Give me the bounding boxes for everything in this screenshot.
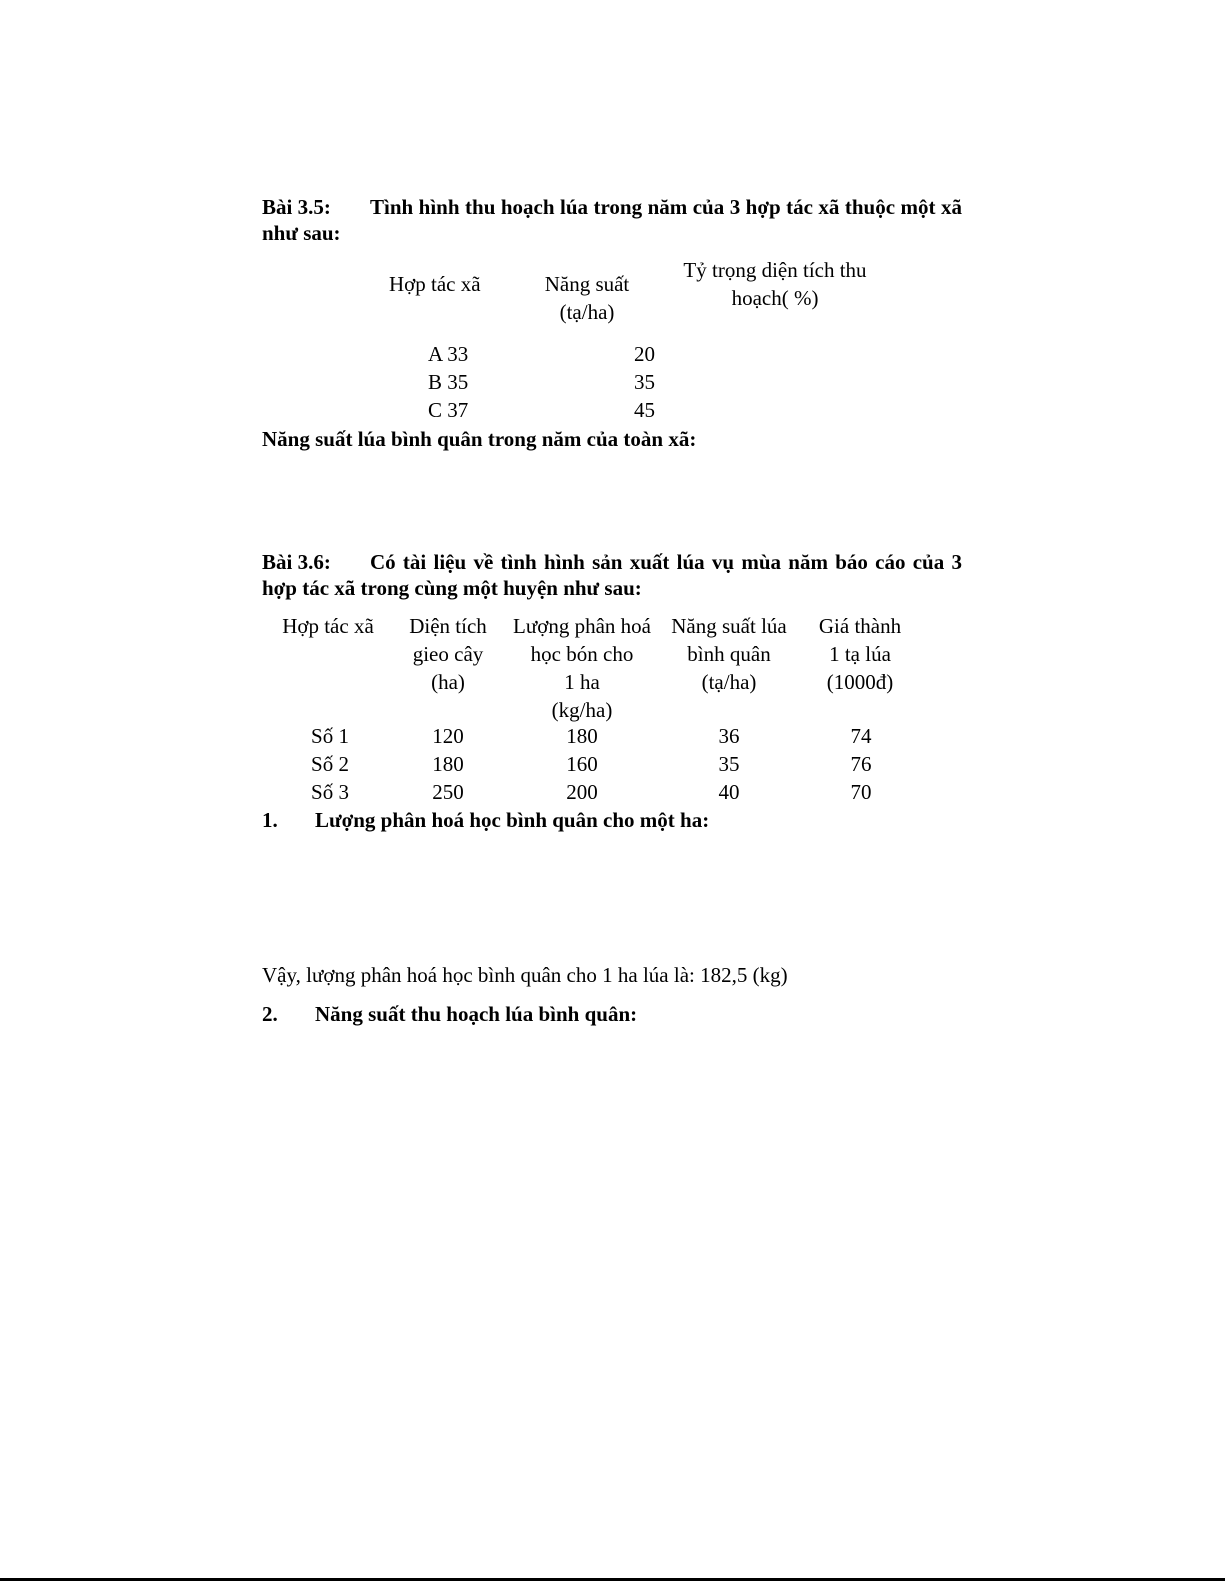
b36-row3-c5: 70 xyxy=(850,780,872,804)
b36-row3-c4: 40 xyxy=(718,780,740,804)
b35-question: Năng suất lúa bình quân trong năm của toàn xã: xyxy=(262,427,697,451)
b36-header-c4-line3: (tạ/ha) xyxy=(701,670,757,694)
b35-row3-name: C 37 xyxy=(428,398,469,422)
b36-q2-text: Năng suất thu hoạch lúa bình quân: xyxy=(315,1002,638,1026)
b36-row2-c5: 76 xyxy=(850,752,872,776)
b36-header-c5-line2: 1 tạ lúa xyxy=(829,642,891,666)
b35-row3-value: 45 xyxy=(634,398,655,422)
b36-row2-c4: 35 xyxy=(718,752,740,776)
page-bottom-border xyxy=(0,1578,1225,1581)
b36-header-c4-line2: bình quân xyxy=(687,642,771,666)
b36-row3-c2: 250 xyxy=(432,780,464,804)
b35-title-line2: như sau: xyxy=(262,221,341,245)
b36-row3-c3: 200 xyxy=(566,780,598,804)
b36-q2-number: 2. xyxy=(262,1002,278,1026)
b35-header-col2-line1: Năng suất xyxy=(544,272,630,296)
b36-header-c2-line2: gieo cây xyxy=(412,642,484,666)
b36-header-c3-line3: 1 ha xyxy=(564,670,600,694)
b35-header-col1: Hợp tác xã xyxy=(389,272,481,296)
b35-row2-name: B 35 xyxy=(428,370,469,394)
b36-row1-c2: 120 xyxy=(432,724,464,748)
b36-header-c5-line3: (1000đ) xyxy=(826,670,894,694)
b36-q1-number: 1. xyxy=(262,808,278,832)
b36-header-c5-line1: Giá thành xyxy=(818,614,902,638)
b36-label: Bài 3.6: xyxy=(262,550,331,574)
b35-header-col2-line2: (tạ/ha) xyxy=(559,300,615,324)
b35-title-line1: Tình hình thu hoạch lúa trong năm của 3 hợp tác xã thuộc một xã xyxy=(370,195,962,219)
b36-row1-c1: Số 1 xyxy=(311,724,349,748)
b36-header-c4-line1: Năng suất lúa xyxy=(671,614,787,638)
b36-row3-c1: Số 3 xyxy=(311,780,349,804)
b35-row1-name: A 33 xyxy=(428,342,469,366)
b36-row1-c5: 74 xyxy=(850,724,872,748)
b35-row1-value: 20 xyxy=(634,342,655,366)
b36-title-line2: hợp tác xã trong cùng một huyện như sau: xyxy=(262,576,642,600)
b36-header-c3-line1: Lượng phân hoá xyxy=(513,614,651,638)
b36-header-c2-line3: (ha) xyxy=(431,670,465,694)
b36-q1-text: Lượng phân hoá học bình quân cho một ha: xyxy=(315,808,710,832)
b35-header-col3-line2: hoạch( %) xyxy=(731,286,819,310)
b36-row2-c1: Số 2 xyxy=(311,752,349,776)
b35-header-col3-line1: Tỷ trọng diện tích thu xyxy=(683,258,867,282)
b36-answer1: Vậy, lượng phân hoá học bình quân cho 1 ha lúa là: 182,5 (kg) xyxy=(262,963,788,987)
b36-row1-c3: 180 xyxy=(566,724,598,748)
b36-header-c3-line4: (kg/ha) xyxy=(551,698,613,722)
b36-row1-c4: 36 xyxy=(718,724,740,748)
b36-title-line1: Có tài liệu về tình hình sản xuất lúa vụ mùa năm báo cáo của 3 xyxy=(370,550,962,574)
b35-row2-value: 35 xyxy=(634,370,655,394)
b36-header-c2-line1: Diện tích xyxy=(409,614,487,638)
b35-label: Bài 3.5: xyxy=(262,195,331,219)
b36-row2-c2: 180 xyxy=(432,752,464,776)
b36-header-c3-line2: học bón cho xyxy=(530,642,634,666)
b36-row2-c3: 160 xyxy=(566,752,598,776)
b36-header-c1: Hợp tác xã xyxy=(282,614,374,638)
